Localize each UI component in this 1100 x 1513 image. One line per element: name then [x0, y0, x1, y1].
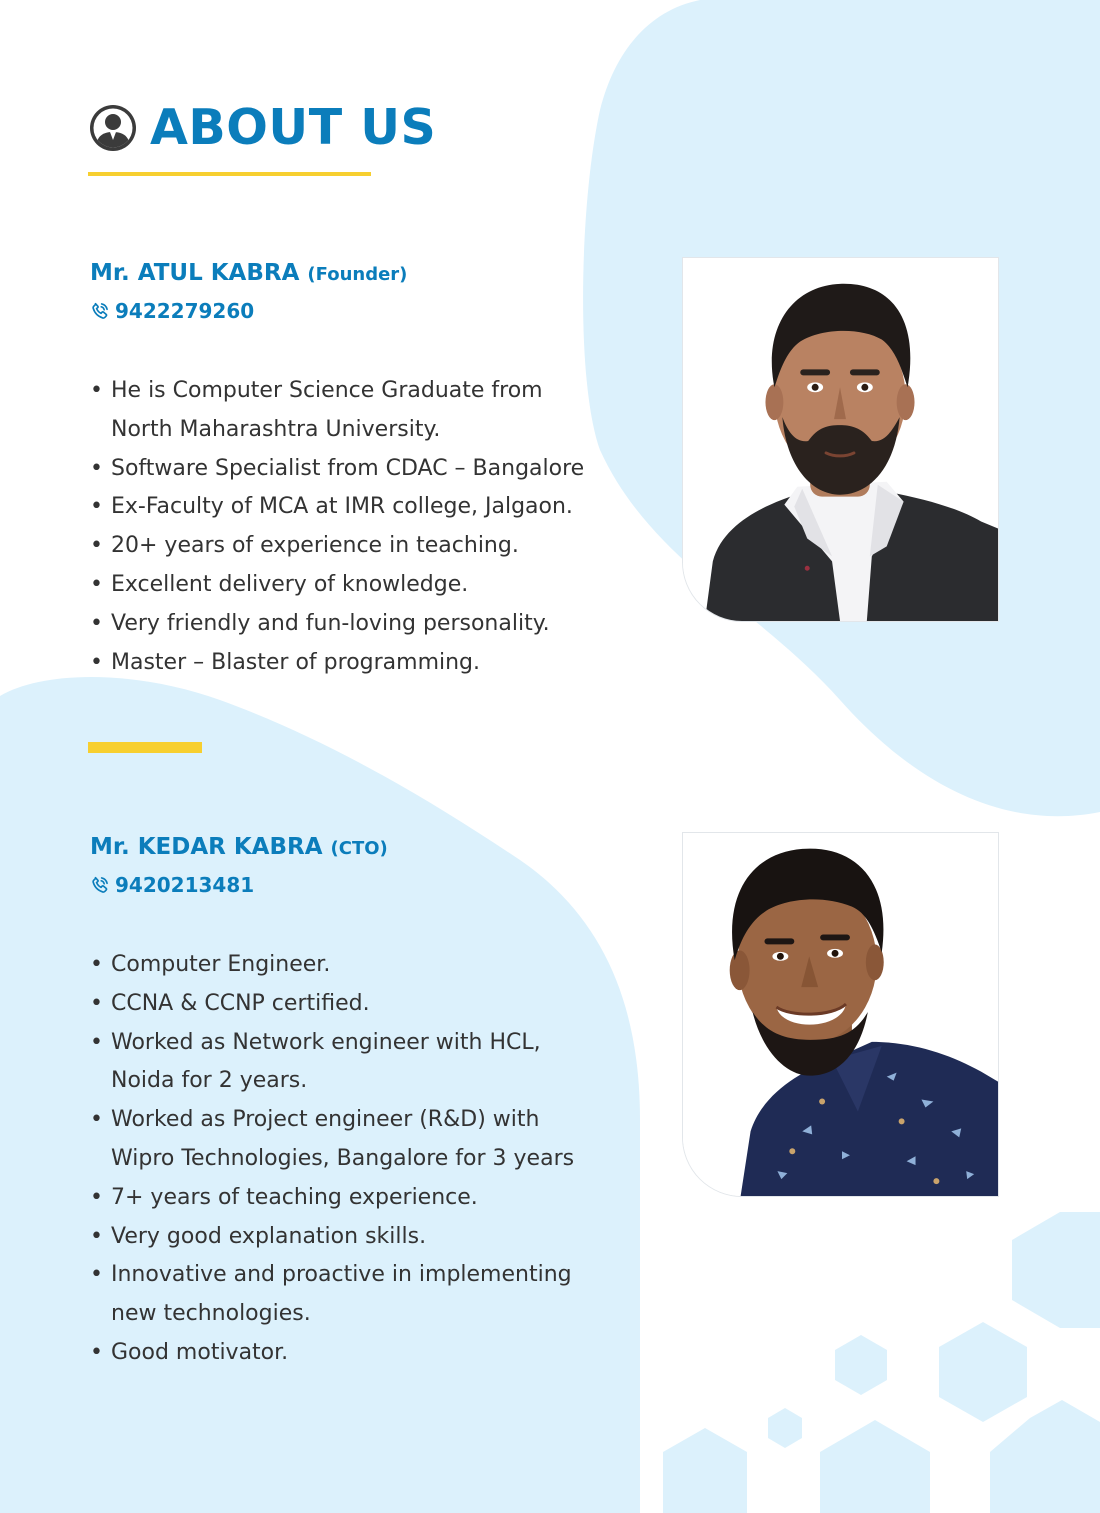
qualification-list: [90, 372, 650, 682]
list-item: • CCNA & CCNP certified.: [90, 985, 650, 1024]
list-item: • 20+ years of experience in teaching.: [90, 527, 650, 566]
person-name: Mr. ATUL KABRA: [90, 260, 300, 286]
phone-icon: [90, 875, 110, 895]
title-underline: [88, 172, 371, 176]
list-item: • Worked as Network engineer with HCL, Noida for 2 years.: [90, 1024, 650, 1102]
list-item: • Software Specialist from CDAC – Bangalore: [90, 450, 650, 489]
list-item: • Very friendly and fun-loving personality.: [90, 605, 650, 644]
phone-line: [90, 872, 650, 898]
phone-line: [90, 298, 650, 324]
section-divider: [88, 742, 202, 753]
list-item: • Worked as Project engineer (R&D) with Wipro Technologies, Bangalore for 3 years: [90, 1101, 650, 1179]
list-item: • He is Computer Science Graduate from North Maharashtra University.: [90, 372, 650, 450]
cto-photo: [682, 832, 999, 1197]
person-name: Mr. KEDAR KABRA: [90, 834, 323, 860]
page-heading: [88, 100, 436, 156]
phone-number: 9422279260: [115, 299, 255, 323]
list-item: • 7+ years of teaching experience.: [90, 1179, 650, 1218]
qualification-list: [90, 946, 650, 1373]
hexagon-cluster: [663, 1212, 1100, 1513]
list-item: • Excellent delivery of knowledge.: [90, 566, 650, 605]
person-name-line: [90, 832, 650, 864]
list-item: • Ex-Faculty of MCA at IMR college, Jalgaon.: [90, 488, 650, 527]
list-item: • Computer Engineer.: [90, 946, 650, 985]
profile-kedar-kabra: [90, 832, 650, 1373]
profile-atul-kabra: [90, 258, 650, 682]
founder-photo: [682, 257, 999, 622]
phone-icon: [90, 301, 110, 321]
page-title: ABOUT US: [150, 99, 437, 156]
list-item: • Good motivator.: [90, 1334, 650, 1373]
person-name-line: [90, 258, 650, 290]
phone-number: 9420213481: [115, 873, 255, 897]
person-role: (CTO): [330, 838, 388, 859]
list-item: • Very good explanation skills.: [90, 1218, 650, 1257]
person-role: (Founder): [307, 264, 408, 285]
user-circle-icon: [88, 103, 138, 153]
list-item: • Master – Blaster of programming.: [90, 644, 650, 683]
list-item: • Innovative and proactive in implementing new technologies.: [90, 1256, 650, 1334]
